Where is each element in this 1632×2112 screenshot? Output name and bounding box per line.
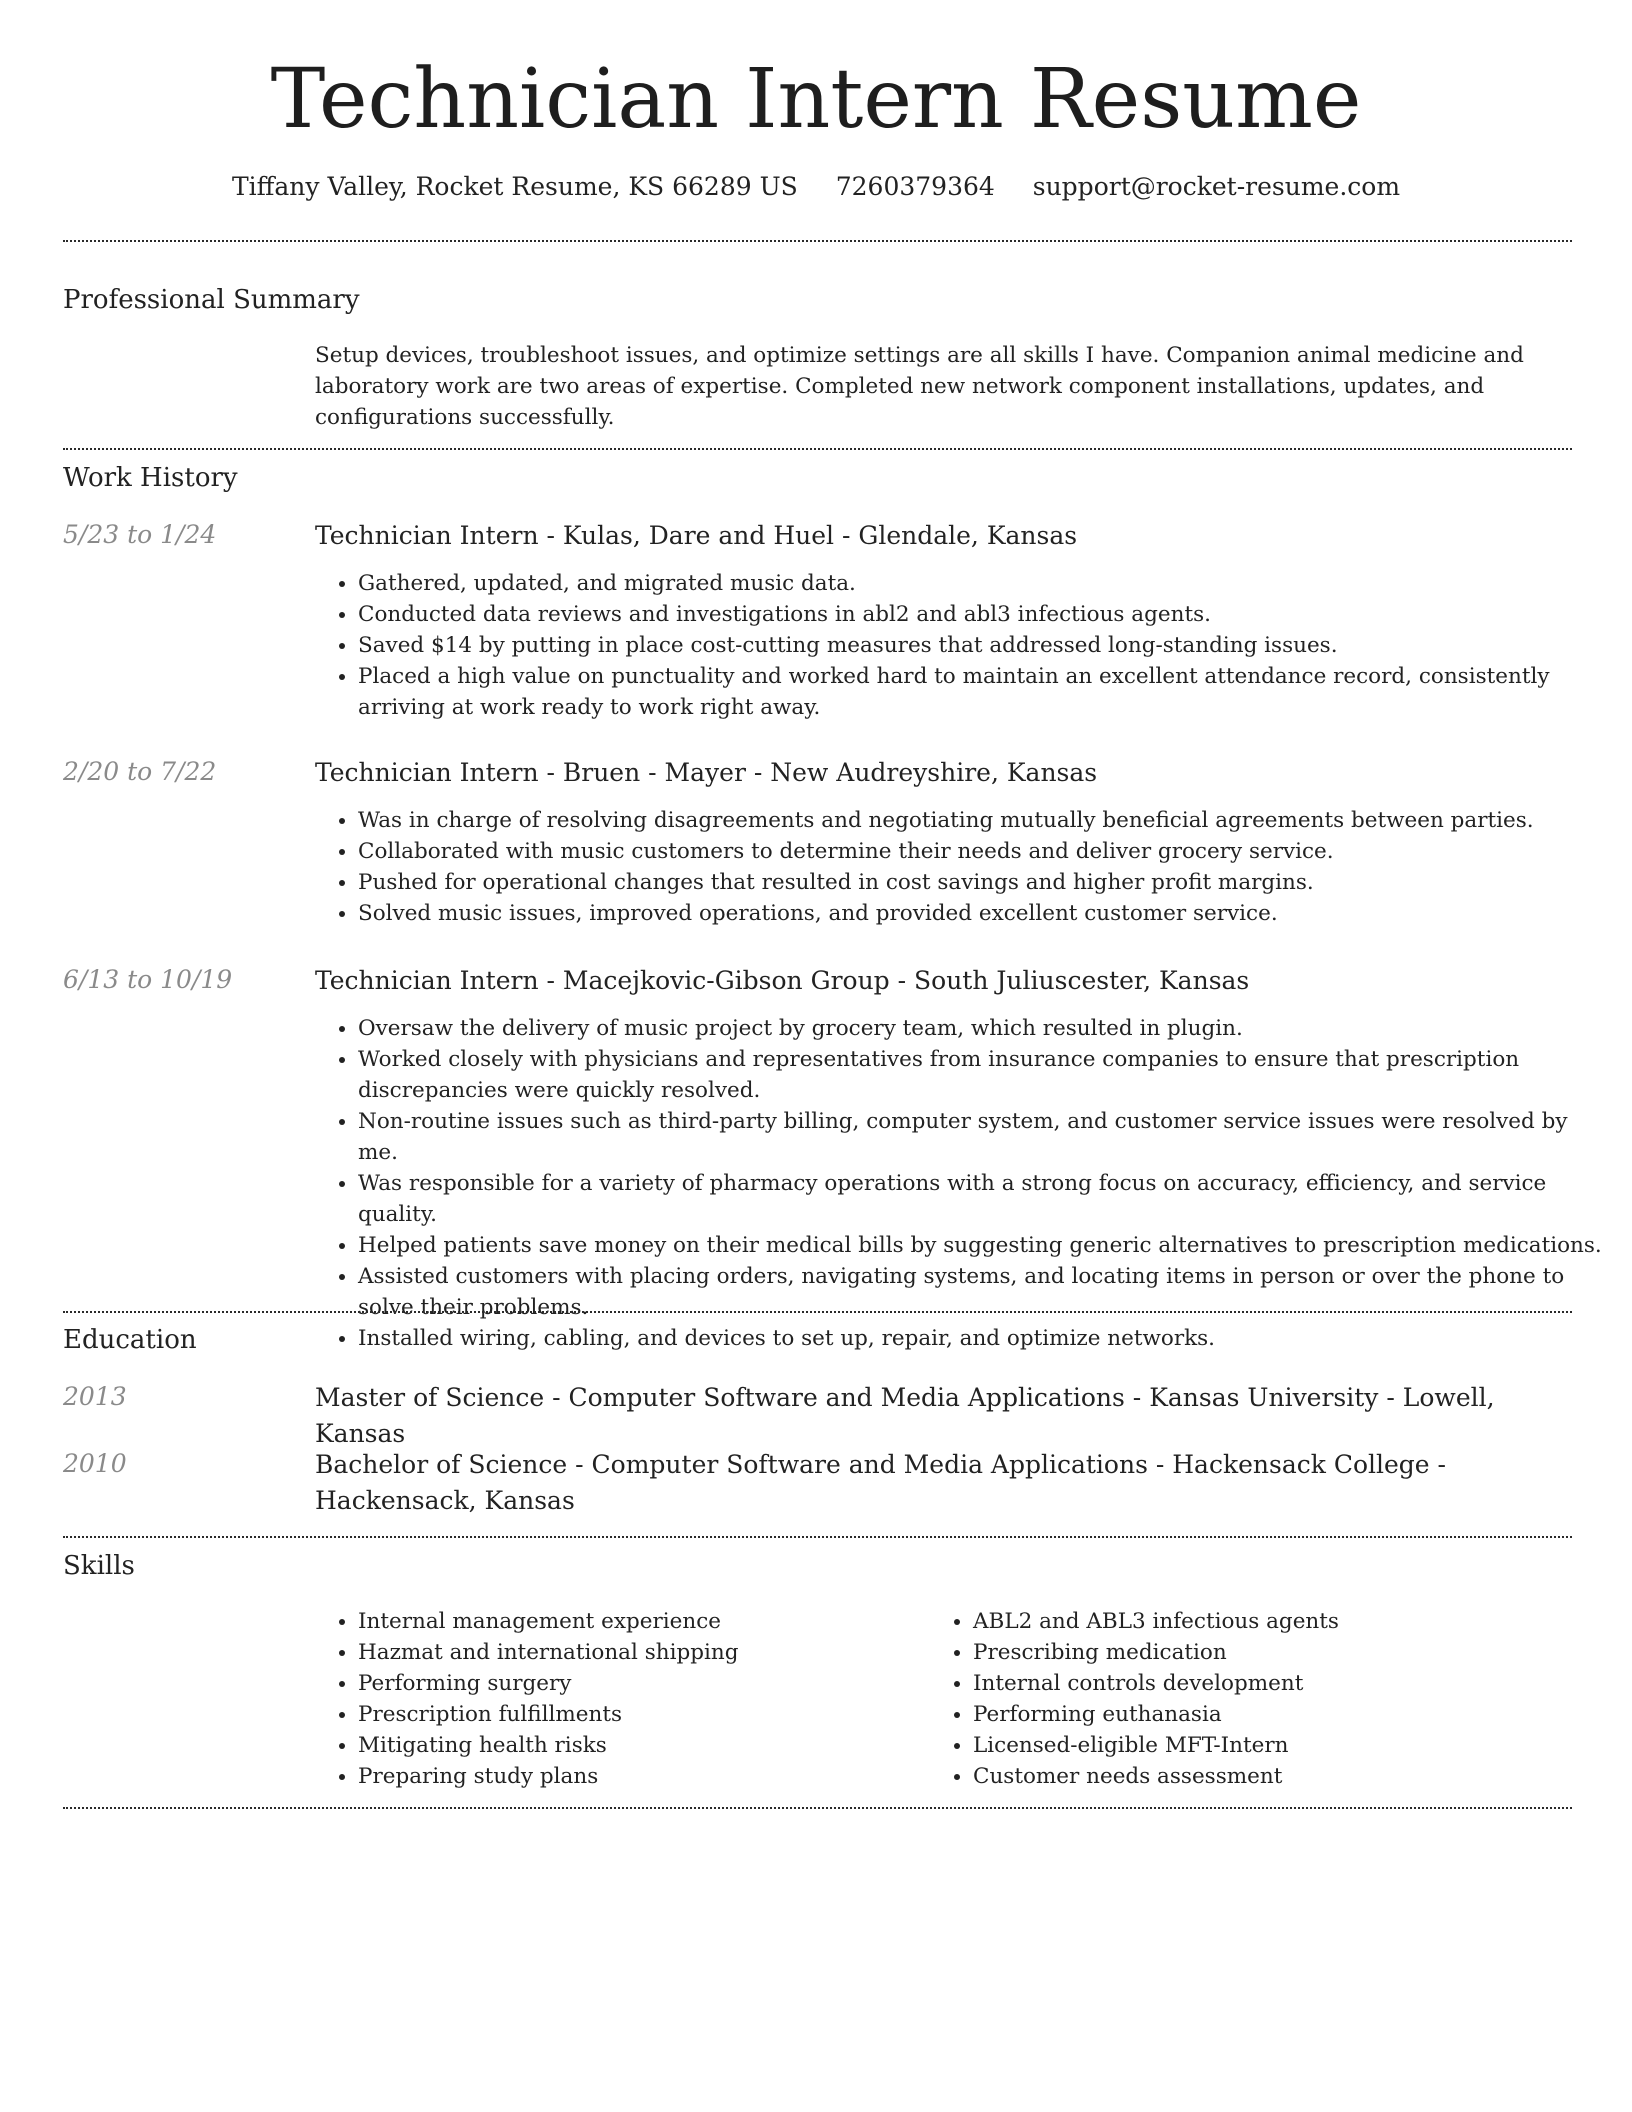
section-divider [63,1311,1572,1313]
skill-item: • ABL2 and ABL3 infectious agents [973,1606,1573,1637]
work-dates: 6/13 to 10/19 [63,965,233,994]
contact-phone: 7260379364 [835,172,995,201]
contact-line [0,170,1632,204]
work-bullet: • Installed wiring, cabling, and devices to set up, repair, and optimize networks. [358,1323,1603,1354]
work-bullet: • Worked closely with physicians and representatives from insurance companies to ensure that prescription discrepancies were quickly resolved. [358,1044,1603,1106]
work-bullets [315,1013,1603,1354]
work-bullet: • Assisted customers with placing orders, navigating systems, and locating items in person or over the phone to solve their problems. [358,1261,1603,1323]
work-bullet: • Saved $14 by putting in place cost-cutting measures that addressed long-standing issues. [358,630,1603,661]
skills-list-right [930,1606,1573,1792]
work-bullet: • Helped patients save money on their medical bills by suggesting generic alternatives to prescription medications. [358,1230,1603,1261]
summary-text: Setup devices, troubleshoot issues, and optimize settings are all skills I have. Companion animal medicine and laboratory work are two areas of expertise. Completed new network component installations, updates, and configurations successfully. [315,343,1524,430]
work-bullet: • Oversaw the delivery of music project by grocery team, which resulted in plugin. [358,1013,1603,1044]
work-bullet: • Collaborated with music customers to determine their needs and deliver grocery service. [358,836,1603,867]
work-bullet: • Placed a high value on punctuality and worked hard to maintain an excellent attendance record, consistently arriving at work ready to work right away. [358,661,1603,723]
skill-item: • Internal controls development [973,1668,1573,1699]
work-bullets [315,805,1603,929]
skill-item: • Customer needs assessment [973,1761,1573,1792]
skills-list-left [315,1606,918,1792]
education-degree: Bachelor of Science - Computer Software and Media Applications - Hackensack College - Hackensack, Kansas [315,1450,1446,1515]
skills-heading: Skills [63,1551,135,1581]
summary-heading: Professional Summary [63,285,360,315]
work-title: Technician Intern - Kulas, Dare and Huel - Glendale, Kansas [315,521,1078,550]
skill-item: • Prescribing medication [973,1637,1573,1668]
work-bullet: • Solved music issues, improved operations, and provided excellent customer service. [358,898,1603,929]
work-bullets [315,568,1603,723]
education-heading: Education [63,1325,197,1355]
work-title: Technician Intern - Bruen - Mayer - New Audreyshire, Kansas [315,758,1098,787]
education-degree: Master of Science - Computer Software and Media Applications - Kansas University - Lowell, Kansas [315,1383,1495,1448]
work-dates: 2/20 to 7/22 [63,757,217,786]
skill-item: • Prescription fulfillments [358,1699,918,1730]
page-title: Technician Intern Resume [270,52,1362,147]
skill-item: • Performing surgery [358,1668,918,1699]
work-bullet: • Gathered, updated, and migrated music data. [358,568,1603,599]
education-year: 2013 [63,1382,127,1411]
skill-item: • Mitigating health risks [358,1730,918,1761]
work-history-heading: Work History [63,463,238,493]
skill-item: • Internal management experience [358,1606,918,1637]
work-bullet: • Conducted data reviews and investigations in abl2 and abl3 infectious agents. [358,599,1603,630]
skill-item: • Preparing study plans [358,1761,918,1792]
section-divider [63,1536,1572,1538]
skill-item: • Hazmat and international shipping [358,1637,918,1668]
skill-item: • Performing euthanasia [973,1699,1573,1730]
section-divider [63,448,1572,450]
section-divider [63,1807,1572,1809]
work-bullet: • Non-routine issues such as third-party billing, computer system, and customer service issues were resolved by me. [358,1106,1603,1168]
work-bullet: • Was in charge of resolving disagreements and negotiating mutually beneficial agreements between parties. [358,805,1603,836]
work-bullet: • Was responsible for a variety of pharmacy operations with a strong focus on accuracy, efficiency, and service quality. [358,1168,1603,1230]
contact-address: Tiffany Valley, Rocket Resume, KS 66289 US [231,172,798,201]
education-year: 2010 [63,1449,127,1478]
work-dates: 5/23 to 1/24 [63,520,217,549]
work-title: Technician Intern - Macejkovic-Gibson Group - South Juliuscester, Kansas [315,966,1250,995]
section-divider [63,240,1572,242]
work-bullet: • Pushed for operational changes that resulted in cost savings and higher profit margins. [358,867,1603,898]
skill-item: • Licensed-eligible MFT-Intern [973,1730,1573,1761]
contact-email: support@rocket-resume.com [1032,172,1401,201]
